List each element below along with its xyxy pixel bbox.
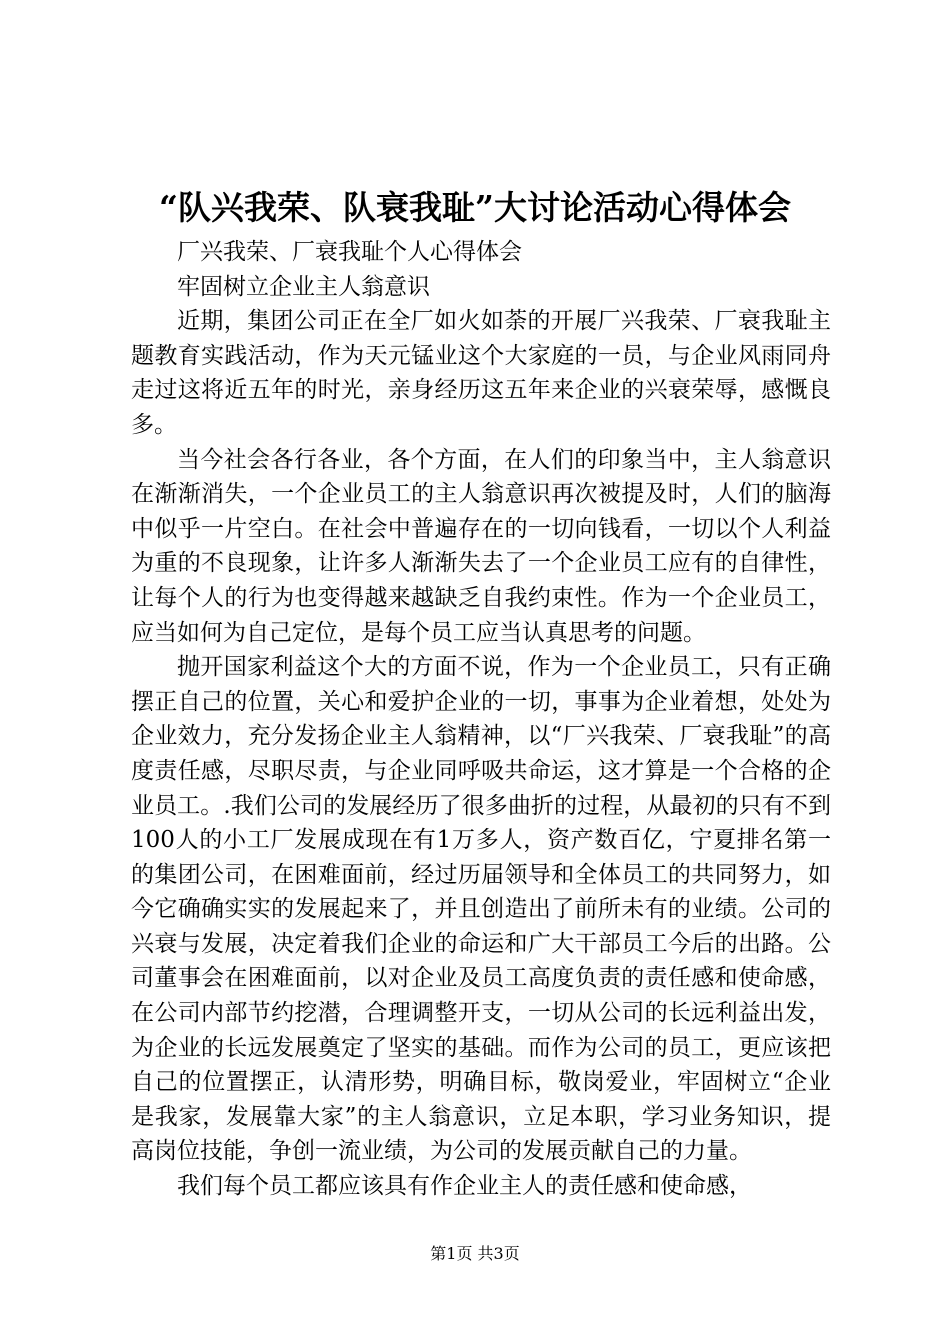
paragraph: 当今社会各行各业，各个方面，在人们的印象当中，主人翁意识在渐渐消失，一个企业员工的主人翁意识再次被提及时，人们的脑海中似乎一片空白。在社会中普遍存在的一切向钱看，一切以个人利益为重的不良现象，让许多人渐渐失去了一个企业员工应有的自律性，让每个人的行为也变得越来越缺乏自我约束性。作为一个企业员工，应当如何为自己定位，是每个员工应当认真思考的问题。 [131, 446, 831, 646]
paragraph: 近期，集团公司正在全厂如火如荼的开展厂兴我荣、厂衰我耻主题教育实践活动，作为天元锰业这个大家庭的一员，与企业风雨同舟走过这将近五年的时光，亲身经历这五年来企业的兴衰荣辱，感慨良多。 [131, 308, 831, 438]
heading-line: 牢固树立企业主人翁意识 [177, 273, 430, 300]
document-body [131, 235, 831, 1204]
document-title: “队兴我荣、队衰我耻”大讨论活动心得体会 [159, 188, 791, 227]
paragraph: 抛开国家利益这个大的方面不说，作为一个企业员工，只有正确摆正自己的位置，关心和爱护企业的一切，事事为企业着想，处处为企业效力，充分发扬企业主人翁精神，以“厂兴我荣、厂衰我耻”的高度责任感，尽职尽责，与企业同呼吸共命运，这才算是一个合格的企业员工。.我们公司的发展经历了很多曲折的过程，从最初的只有不到100人的小工厂发展成现在有1万多人，资产数百亿，宁夏排名第一的集团公司，在困难面前，经过历届领导和全体员工的共同努力，如今它确确实实的发展起来了，并且创造出了前所未有的业绩。公司的兴衰与发展，决定着我们企业的命运和广大干部员工今后的出路。公司董事会在困难面前，以对企业及员工高度负责的责任感和使命感，在公司内部节约挖潜，合理调整开支，一切从公司的长远利益出发，为企业的长远发展奠定了坚实的基础。而作为公司的员工，更应该把自己的位置摆正，认清形势，明确目标，敬岗爱业，牢固树立“企业是我家，发展靠大家”的主人翁意识，立足本职，学习业务知识，提高岗位技能，争创一流业绩，为公司的发展贡献自己的力量。 [131, 654, 831, 1165]
page-number: 第1页 共3页 [430, 1244, 520, 1263]
page-footer [0, 1244, 950, 1264]
subtitle-line: 厂兴我荣、厂衰我耻个人心得体会 [177, 239, 522, 265]
paragraph: 我们每个员工都应该具有作企业主人的责任感和使命感， [177, 1173, 752, 1200]
